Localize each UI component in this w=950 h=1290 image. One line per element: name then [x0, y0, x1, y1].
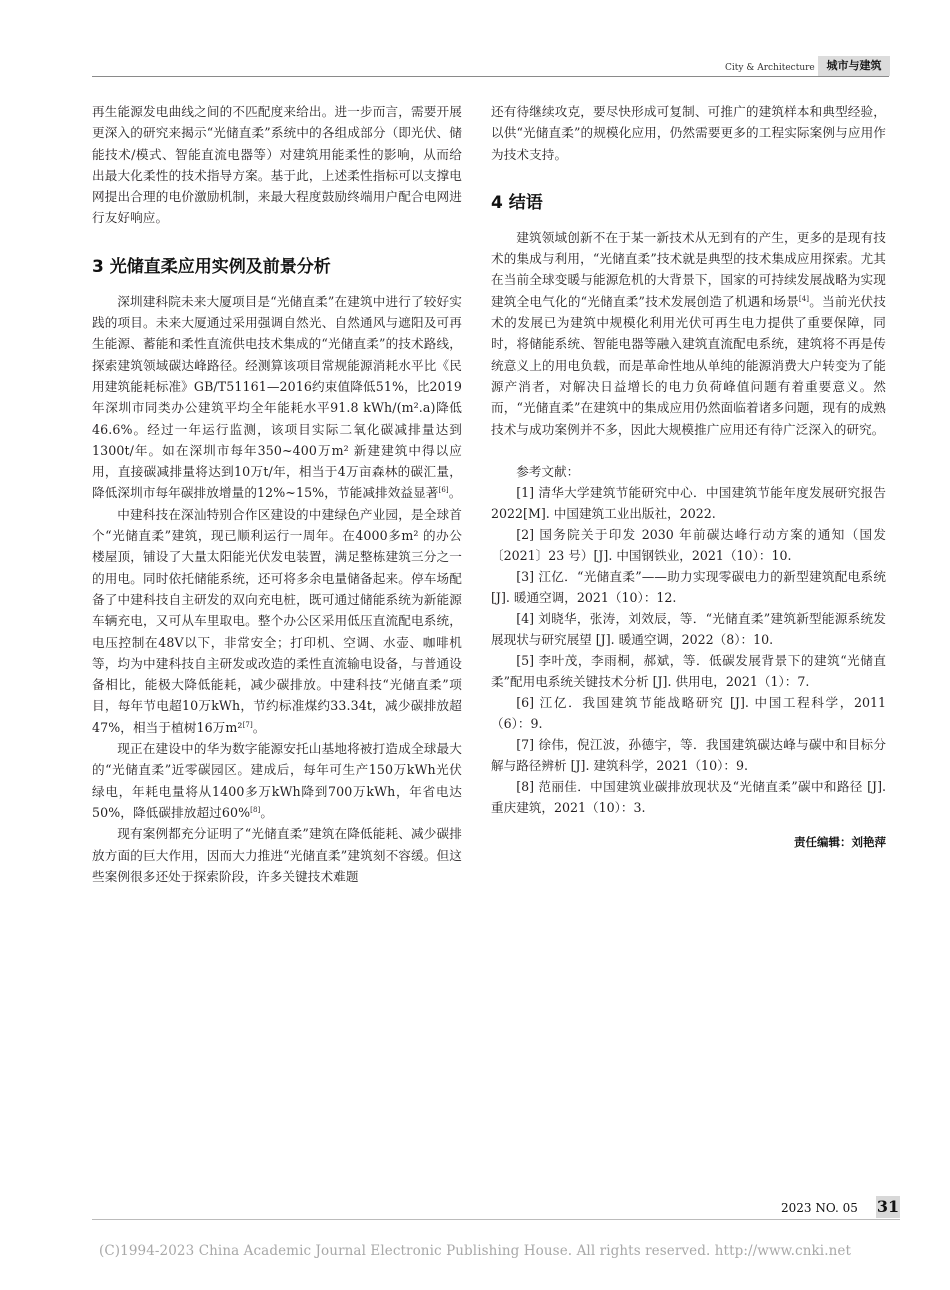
reference-item: [1] 清华大学建筑节能研究中心．中国建筑节能年度发展研究报告 2022[M]. 中国建筑工业出版社，2022.: [491, 484, 886, 521]
paragraph-text: 。当前光伏技术的发展已为建筑中规模化利用光伏可再生电力提供了重要保障，同时，将储能系统、智能电器等融入建筑直流配电系统，建筑将不再是传统意义上的用电负载，而是革命性地从单纯的能源消费大户转变为了能源产消者，对解决日益增长的电力负荷峰值问题有着重要意义。然而，“光储直柔”在建筑中的集成应用仍然面临着诸多问题，现有的成熟技术与成功案例并不多，因此大规模推广应用还有待广泛深入的研究。: [491, 293, 886, 437]
citation[interactable]: [8]: [250, 805, 261, 814]
issue-number: 2023 NO. 05: [781, 1201, 858, 1215]
journal-name-cn: 城市与建筑: [818, 56, 890, 76]
right-column: [491, 101, 886, 850]
copyright-notice: (C)1994-2023 China Academic Journal Electronic Publishing House. All rights reserved. http://www.cnki.net: [98, 1243, 852, 1259]
section-heading-4: 4 结语: [491, 192, 543, 213]
paragraph-end: 。: [252, 719, 266, 735]
reference-item: [4] 刘晓华，张涛，刘效辰，等．“光储直柔”建筑新型能源系统发展现状与研究展望 [J]. 暖通空调，2022（8）：10.: [491, 610, 886, 647]
footer-rule: [92, 1219, 900, 1220]
paragraph-end: 。: [448, 485, 462, 501]
page-number: 31: [876, 1197, 900, 1216]
paragraph-huawei: [92, 738, 462, 823]
reference-list: [491, 482, 886, 818]
paragraph-cscec: [92, 504, 462, 738]
reference-item: [5] 李叶茂，李雨桐，郝斌，等．低碳发展背景下的建筑“光储直柔”配用电系统关键技术分析 [J]. 供用电，2021（1）：7.: [491, 652, 886, 689]
reference-item: [6] 江亿．我国建筑节能战略研究 [J]. 中国工程科学，2011（6）：9.: [491, 694, 886, 731]
reference-item: [8] 范丽佳．中国建筑业碳排放现状及“光储直柔”碳中和路径 [J]. 重庆建筑，2021（10）：3.: [491, 778, 886, 815]
responsible-editor: 责任编辑：刘艳萍: [794, 834, 886, 849]
section-heading-3: 3 光储直柔应用实例及前景分析: [92, 256, 331, 277]
reference-item: [3] 江亿．“光储直柔”——助力实现零碳电力的新型建筑配电系统 [J]. 暖通空调，2021（10）：12.: [491, 568, 886, 605]
paragraph-continued: 还有待继续攻克，要尽快形成可复制、可推广的建筑样本和典型经验，以供“光储直柔”的规模化应用，仍然需要更多的工程实际案例与应用作为技术支持。: [491, 104, 886, 162]
paragraph-end: 。: [260, 804, 274, 820]
paragraph-conclusion: [491, 227, 886, 440]
reference-item: [7] 徐伟，倪江波，孙德宇，等．我国建筑碳达峰与碳中和目标分解与路径辨析 [J]. 建筑科学，2021（10）：9.: [491, 736, 886, 773]
paragraph-text: 深圳建科院未来大厦项目是“光储直柔”在建筑中进行了较好实践的项目。未来大厦通过采用强调自然光、自然通风与遮阳及可再生能源、蓄能和柔性直流供电技术集成的“光储直柔”的技术路线，探索建筑领域碳达峰路径。经测算该项目常规能源消耗水平比《民用建筑能耗标准》GB/T51161—2016约束值降低51%，比2019年深圳市同类办公建筑平均全年能耗水平91.8 kWh/(m².a)降低46.6%。经过一年运行监测，该项目实际二氧化碳减排量达到1300t/年。如在深圳市每年350~400万m² 新建建筑中得以应用，直接碳减排量将达到10万t/年，相当于4万亩森林的碳汇量，降低深圳市每年碳排放增量的12%~15%，节能减排效益显著: [92, 293, 462, 501]
paragraph-text: 中建科技在深汕特别合作区建设的中建绿色产业园，是全球首个“光储直柔”建筑，现已顺利运行一周年。在4000多m² 的办公楼屋顶，铺设了大量太阳能光伏发电装置，满足整栋建筑三分之一的用电。同时依托储能系统，还可将多余电量储备起来。停车场配备了中建科技自主研发的双向充电桩，既可通过储能系统为新能源车辆充电，又可从车里取电。整个办公区采用低压直流配电系统，电压控制在48V以下，非常安全；打印机、空调、水壶、咖啡机等，均为中建科技自主研发或改造的柔性直流输电设备，与普通设备相比，能极大降低能耗，减少碳排放。中建科技“光储直柔”项目，每年节电超10万kWh，节约标准煤约33.34t，减少碳排放超47%，相当于植树16万m²: [92, 506, 462, 735]
journal-name-en: City & Architecture: [725, 63, 815, 73]
paragraph-text: 现正在建设中的华为数字能源安托山基地将被打造成全球最大的“光储直柔”近零碳园区。建成后，每年可生产150万kWh光伏绿电，年耗电量将从1400多万kWh降到700万kWh，年省电达50%，降低碳排放超过60%: [92, 741, 462, 820]
paragraph-shenzhen: [92, 291, 462, 504]
citation[interactable]: [6]: [438, 486, 449, 495]
references-title: 参考文献：: [516, 463, 580, 479]
reference-item: [2] 国务院关于印发 2030 年前碳达峰行动方案的通知（国发〔2021〕23 号）[J]. 中国钢铁业，2021（10）：10.: [491, 526, 886, 563]
citation[interactable]: [4]: [798, 294, 810, 303]
paragraph-text: 建筑领域创新不在于某一新技术从无到有的产生，更多的是现有技术的集成与利用，“光储直柔”技术就是典型的技术集成应用探索。尤其在当前全球变暖与能源危机的大背景下，国家的可持续发展战略为实现建筑全电气化的“光储直柔”技术发展创造了机遇和场景: [491, 229, 886, 309]
paragraph-summary: 现有案例都充分证明了“光储直柔”建筑在降低能耗、减少碳排放方面的巨大作用，因而大力推进“光储直柔”建筑刻不容缓。但这些案例很多还处于探索阶段，许多关键技术难题: [92, 826, 462, 884]
paragraph-continued: 再生能源发电曲线之间的不匹配度来给出。进一步而言，需要开展更深入的研究来揭示“光储直柔”系统中的各组成部分（即光伏、储能技术/模式、智能直流电器等）对建筑用能柔性的影响，从而给出最大化柔性的技术指导方案。基于此，上述柔性指标可以支撑电网提出合理的电价激励机制，来最大程度鼓励终端用户配合电网进行友好响应。: [92, 104, 462, 226]
header-rule: [92, 76, 889, 77]
left-column: [92, 101, 462, 887]
citation[interactable]: [7]: [242, 720, 253, 729]
